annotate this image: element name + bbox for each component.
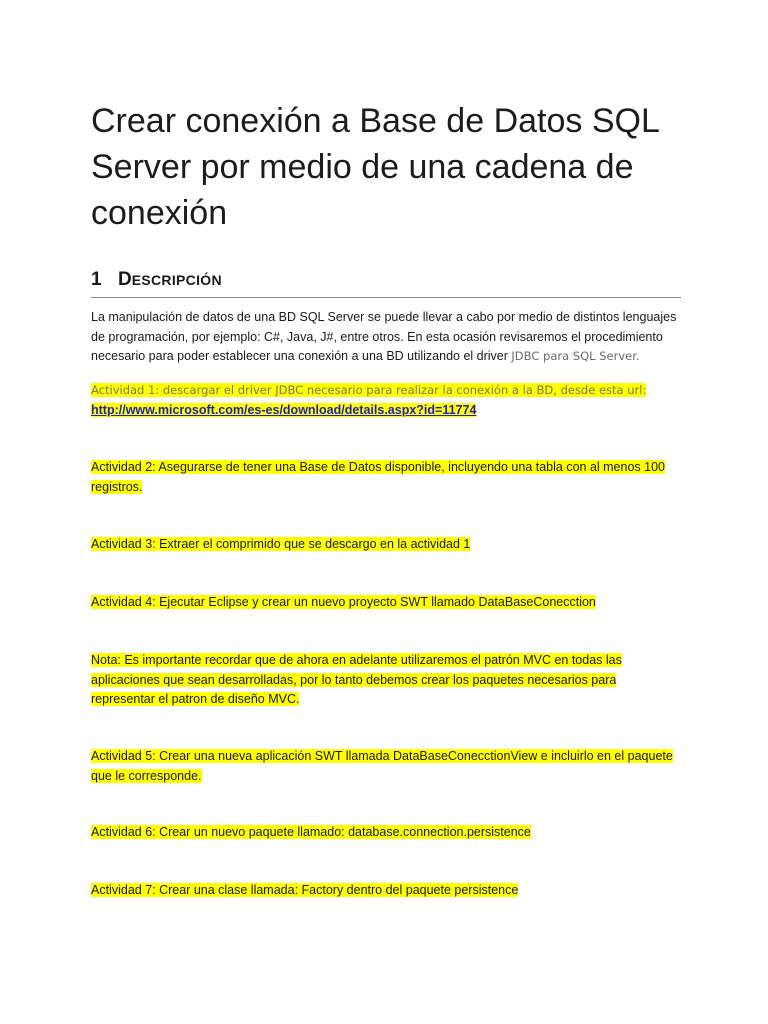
- section-number: 1: [91, 269, 102, 290]
- download-url-link[interactable]: http://www.microsoft.com/es-es/download/details.aspx?id=11774: [91, 402, 477, 417]
- activity-1: [91, 381, 681, 420]
- note-mvc: Nota: Es importante recordar que de ahora en adelante utilizaremos el patrón MVC en todas las aplicaciones que sean desarrolladas, por lo tanto debemos crear los paquetes necesarios para representar el patron de diseño MVC.: [91, 653, 622, 706]
- page-title: Crear conexión a Base de Datos SQL Server por medio de una cadena de conexión: [91, 102, 659, 232]
- activity-5: Actividad 5: Crear una nueva aplicación SWT llamada DataBaseConecctionView e incluirlo en el paquete que le corresponde.: [91, 749, 673, 783]
- activity-4: Actividad 4: Ejecutar Eclipse y crear un nuevo proyecto SWT llamado DataBaseConecction: [91, 595, 596, 609]
- section-title: DESCRIPCIÓN: [118, 269, 222, 290]
- intro-text: La manipulación de datos de una BD SQL Server se puede llevar a cabo por medio de distintos lenguajes de programación, por ejemplo: C#, Java, J#, entre otros. En esta ocasión revisaremos el procedimiento necesario para poder establecer una conexión a una BD utilizando el driver: [91, 310, 677, 363]
- section-heading: [91, 269, 681, 298]
- activity-2: Actividad 2: Asegurarse de tener una Base de Datos disponible, incluyendo una tabla con al menos 100 registros.: [91, 460, 665, 494]
- intro-paragraph: [91, 308, 681, 367]
- activity-6: Actividad 6: Crear un nuevo paquete llamado: database.connection.persistence: [91, 825, 531, 839]
- document-page: [91, 98, 681, 379]
- activity-7: Actividad 7: Crear una clase llamada: Factory dentro del paquete persistence: [91, 883, 519, 897]
- driver-reference: JDBC para SQL Server.: [511, 349, 640, 363]
- activity-1-text: Actividad 1: descargar el driver JDBC necesario para realizar la conexión a la BD, desde esta url:: [91, 383, 647, 397]
- activity-3: Actividad 3: Extraer el comprimido que se descargo en la actividad 1: [91, 537, 471, 551]
